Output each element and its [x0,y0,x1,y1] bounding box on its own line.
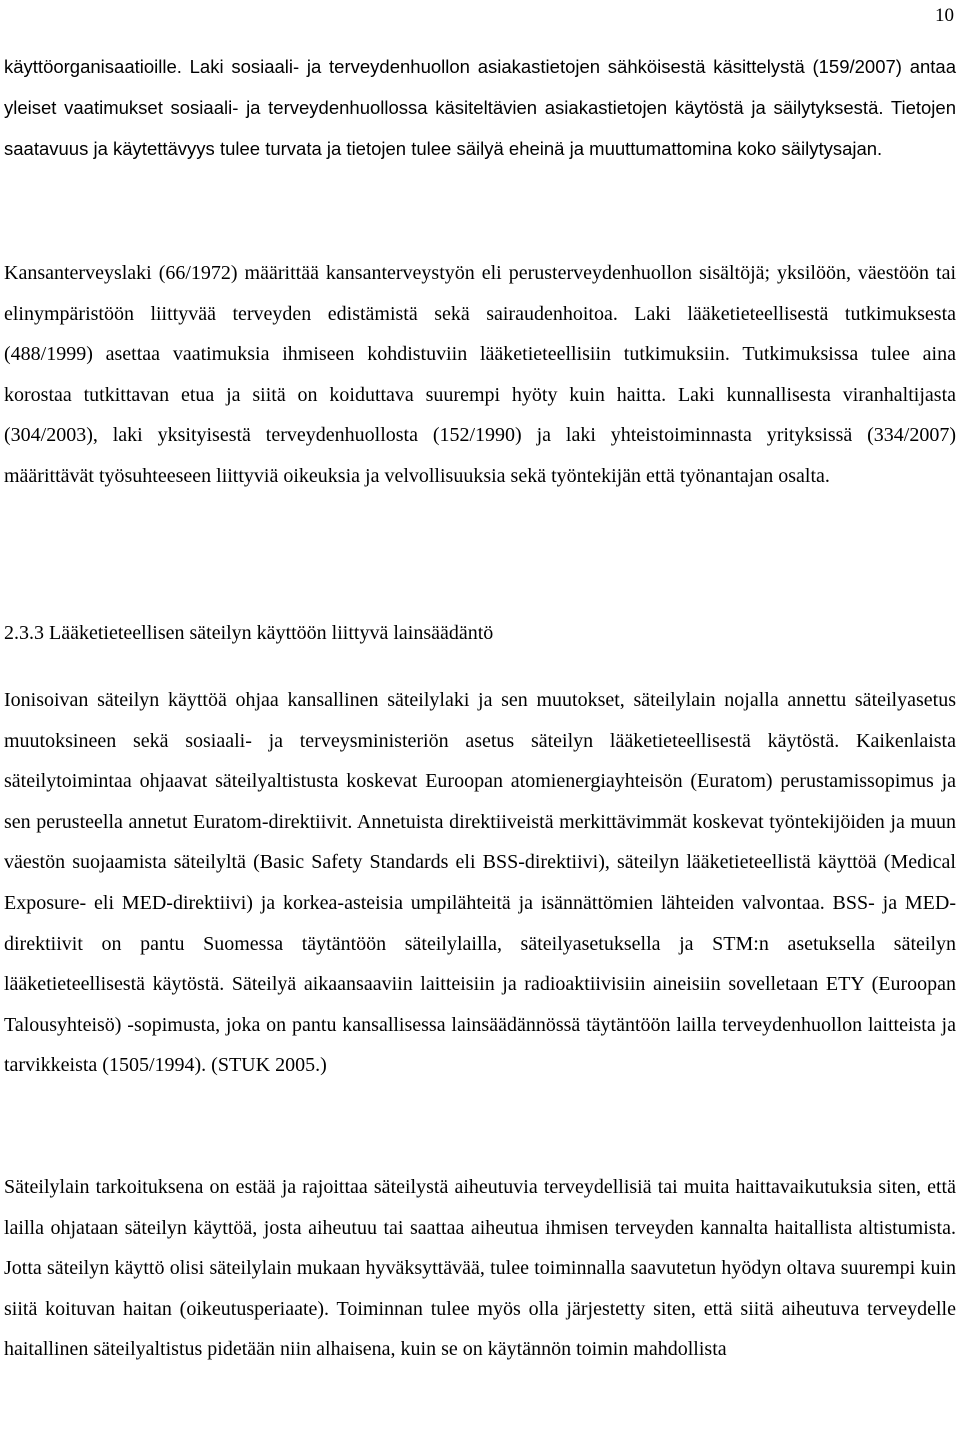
section-heading: 2.3.3 Lääketieteellisen säteilyn käyttöön liittyvä lainsäädäntö [4,622,494,644]
paragraph-public-health-act: Kansanterveyslaki (66/1972) määrittää kansanterveystyön eli perusterveydenhuollon sisältöjä; yksilöön, väestöön tai elinympäristöön liittyvää terveyden edistämistä sekä sairaudenhoitoa. Laki lääketieteellisestä tutkimuksesta (488/1999) asettaa vaatimuksia ihmiseen kohdistuviin lääketieteellisiin tutkimuksiin. Tutkimuksissa tulee aina korostaa tutkittavan etua ja siitä on koiduttava suurempi hyöty kuin haitta. Laki kunnallisesta viranhaltijasta (304/2003), laki yksityisestä terveydenhuollosta (152/1990) ja laki yhteistoiminnasta yrityksissä (334/2007) määrittävät työsuhteeseen liittyviä oikeuksia ja velvollisuuksia sekä työntekijän että työnantajan osalta. [4,262,956,487]
paragraph-client-data-act: käyttöorganisaatioille. Laki sosiaali- ja terveydenhuollon asiakastietojen sähköisestä käsittelystä (159/2007) antaa yleiset vaatimukset sosiaali- ja terveydenhuollossa käsiteltävien asiakastietojen käytöstä ja säilytyksestä. Tietojen saatavuus ja käytettävyys tulee turvata ja tietojen tulee säilyä eheinä ja muuttumattomina koko säilytysajan. [4,56,956,159]
paragraph-radiation-act-purpose: Säteilylain tarkoituksena on estää ja rajoittaa säteilystä aiheutuvia terveydellisiä tai muita haittavaikutuksia siten, että lailla ohjataan säteilyn käyttöä, josta aiheutuu tai saattaa aiheutua ihmisen terveyden kannalta haitallista altistumista. Jotta säteilyn käyttö olisi säteilylain mukaan hyväksyttävää, tulee toiminnalla saavutetun hyödyn oltava suurempi kuin siitä koituvan haitan (oikeutusperiaate). Toiminnan tulee myös olla järjestetty siten, että siitä aiheutuva terveydelle haitallinen säteilyaltistus pidetään niin alhaisena, kuin se on käytännön toimin mahdollista [4,1176,956,1361]
paragraph-radiation-legislation: Ionisoivan säteilyn käyttöä ohjaa kansallinen säteilylaki ja sen muutokset, säteilylain nojalla annettu säteilyasetus muutoksineen sekä sosiaali- ja terveysministeriön asetus säteilyn lääketieteellisestä käytöstä. Kaikenlaista säteilytoimintaa ohjaavat säteilyaltistusta koskevat Euroopan atomienergiayhteisön (Euratom) perustamissopimus ja sen perusteella annetut Euratom-direktiivit. Annetuista direktiiveistä merkittävimmät koskevat työntekijöiden ja muun väestön suojaamista säteilyltä (Basic Safety Standards eli BSS-direktiivi), säteilyn lääketieteellistä käyttöä (Medical Exposure- eli MED-direktiivi) ja korkea-asteisia umpilähteitä ja isännättömien lähteiden valvontaa. BSS- ja MED-direktiivit on pantu Suomessa täytäntöön säteilylailla, säteilyasetuksella ja STM:n asetuksella säteilyn lääketieteellisestä käytöstä. Säteilyä aikaansaaviin laitteisiin ja radioaktiivisiin aineisiin sovelletaan ETY (Euroopan Talousyhteisö) -sopimusta, joka on pantu kansallisessa lainsäädännössä täytäntöön lailla terveydenhuollon laitteista ja tarvikkeista (1505/1994). (STUK 2005.) [4,689,956,1077]
page-number: 10 [935,5,954,26]
